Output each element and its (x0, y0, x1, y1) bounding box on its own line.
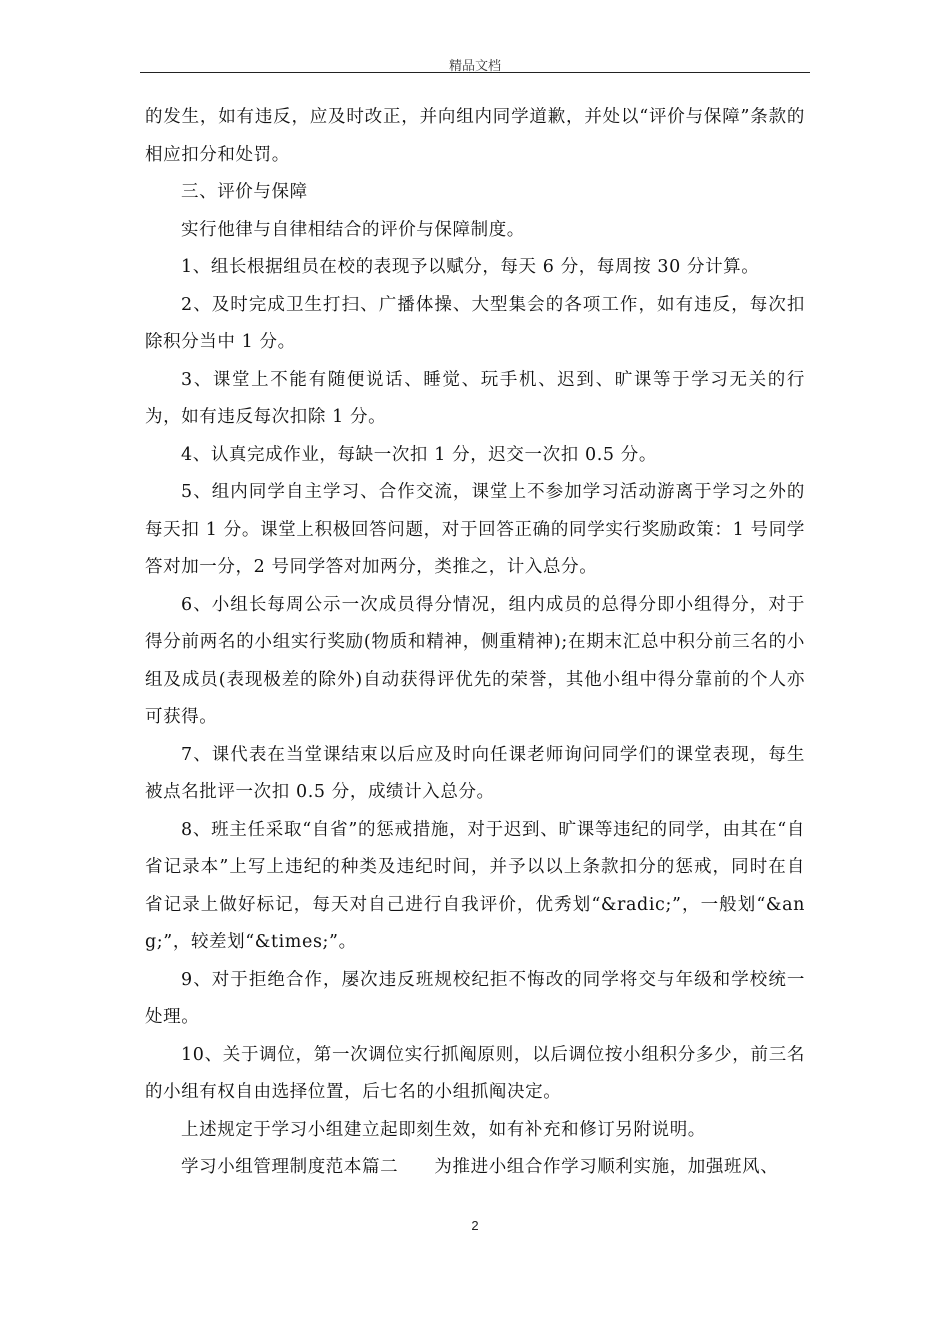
header-divider (140, 72, 810, 73)
paragraph: 学习小组管理制度范本篇二 为推进小组合作学习顺利实施，加强班风、 (181, 1157, 779, 1177)
paragraph: 实行他律与自律相结合的评价与保障制度。 (181, 219, 525, 240)
document-body (145, 99, 805, 1187)
rule-item-4: 4、认真完成作业，每缺一次扣 1 分，迟交一次扣 0.5 分。 (181, 444, 657, 465)
section-heading: 三、评价与保障 (181, 182, 308, 202)
rule-item-5: 5、组内同学自主学习、合作交流，课堂上不参加学习活动游离于学习之外的每天扣 1 分。课堂上积极回答问题，对于回答正确的同学实行奖励政策：1 号同学答对加一分，2 号同学答对加两分，类推之，计入总分。 (145, 482, 805, 577)
rule-item-2: 2、及时完成卫生打扫、广播体操、大型集会的各项工作，如有违反，每次扣除积分当中 1 分。 (145, 294, 805, 352)
rule-item-7: 7、课代表在当堂课结束以后应及时向任课老师询问同学们的课堂表现，每生被点名批评一次扣 0.5 分，成绩计入总分。 (145, 744, 805, 802)
paragraph: 上述规定于学习小组建立起即刻生效，如有补充和修订另附说明。 (181, 1119, 706, 1140)
rule-item-6: 6、小组长每周公示一次成员得分情况，组内成员的总得分即小组得分，对于得分前两名的小组实行奖励(物质和精神，侧重精神);在期末汇总中积分前三名的小组及成员(表现极差的除外)自动获得评优先的荣誉，其他小组中得分靠前的个人亦可获得。 (145, 594, 805, 727)
page-number: 2 (471, 1218, 479, 1233)
rule-item-3: 3、课堂上不能有随便说话、睡觉、玩手机、迟到、旷课等于学习无关的行为，如有违反每次扣除 1 分。 (145, 369, 805, 427)
paragraph: 的发生，如有违反，应及时改正，并向组内同学道歉，并处以“评价与保障”条款的相应扣分和处罚。 (145, 107, 805, 165)
page-header: 精品文档 (448, 58, 501, 73)
rule-item-9: 9、对于拒绝合作，屡次违反班规校纪拒不悔改的同学将交与年级和学校统一处理。 (145, 969, 805, 1027)
rule-item-1: 1、组长根据组员在校的表现予以赋分，每天 6 分，每周按 30 分计算。 (181, 257, 760, 277)
rule-item-8: 8、班主任采取“自省”的惩戒措施，对于迟到、旷课等违纪的同学，由其在“自省记录本”上写上违纪的种类及违纪时间，并予以以上条款扣分的惩戒，同时在自省记录上做好标记，每天对自己进行自我评价，优秀划“&radic;”，一般划“&ang;”，较差划“&times;”。 (145, 819, 805, 952)
rule-item-10: 10、关于调位，第一次调位实行抓阄原则，以后调位按小组积分多少，前三名的小组有权自由选择位置，后七名的小组抓阄决定。 (145, 1044, 805, 1102)
